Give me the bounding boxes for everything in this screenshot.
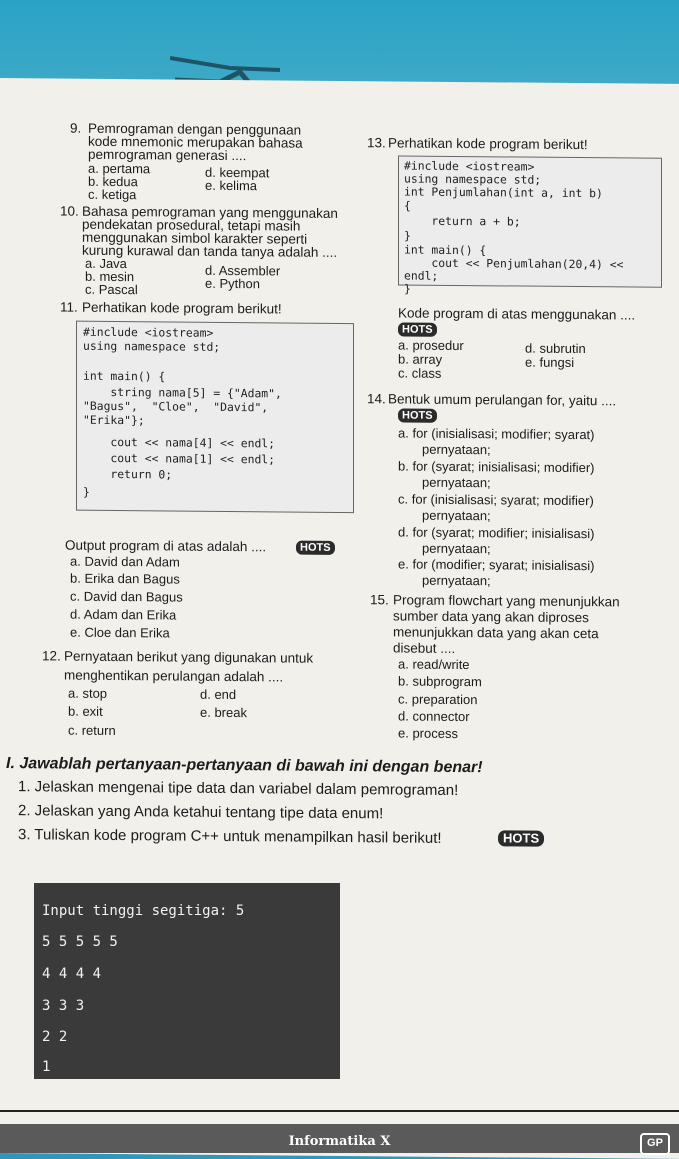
q15-option-d[interactable]: d. connector	[398, 708, 470, 725]
q13-code-line: using namespace std;	[404, 171, 542, 187]
q13-code-line: cout << Penjumlahan(20,4) <<	[404, 255, 624, 272]
footer-divider	[0, 1110, 679, 1112]
q13-code-line: int main() {	[404, 242, 487, 258]
q13-option-e[interactable]: e. fungsi	[525, 354, 575, 371]
footer-title: Informatika X	[288, 1134, 391, 1149]
q15-line-1: Program flowchart yang menunjukkan	[393, 592, 620, 610]
q14-number: 14.	[367, 391, 386, 407]
q11-option-b[interactable]: b. Erika dan Bagus	[70, 570, 180, 587]
q11-code-line: "Erika"};	[83, 412, 145, 428]
q11-hots-badge: HOTS	[296, 541, 335, 555]
q12-option-d[interactable]: d. end	[200, 686, 237, 703]
terminal-line: 4 4 4 4	[42, 966, 102, 982]
q15-line-3: menunjukkan data yang akan ceta	[393, 624, 599, 642]
q12-option-b[interactable]: b. exit	[68, 703, 103, 719]
q10-line-3: menggunakan simbol karakter seperti	[82, 229, 308, 247]
q15-option-c[interactable]: c. preparation	[398, 691, 478, 708]
terminal-line: 1	[42, 1059, 51, 1075]
q14-option-a[interactable]: a. for (inisialisasi; modifier; syarat)	[398, 425, 595, 443]
q15-number: 15.	[370, 592, 389, 608]
q12-option-c[interactable]: c. return	[68, 722, 116, 739]
essay-item-3: 3. Tuliskan kode program C++ untuk menampilkan hasil berikut!	[18, 826, 442, 847]
q9-line-2: kode mnemonic merupakan bahasa	[88, 133, 303, 151]
q14-option-e-stmt: pernyataan;	[422, 572, 491, 589]
q13-code-line: }	[404, 281, 411, 296]
q10-option-d[interactable]: d. Assembler	[205, 262, 281, 279]
q9-option-d[interactable]: d. keempat	[205, 164, 270, 181]
q15-option-a[interactable]: a. read/write	[398, 656, 470, 673]
q9-line-1: Pemrograman dengan penggunaan	[88, 120, 302, 138]
q11-code-line: string nama[5] = {"Adam",	[83, 384, 282, 401]
q10-number: 10.	[60, 203, 79, 219]
q11-code-line: cout << nama[4] << endl;	[83, 434, 276, 451]
q10-option-b[interactable]: b. mesin	[85, 268, 135, 285]
q13-code-line: #include <iostream>	[404, 158, 535, 174]
q12-number: 12.	[42, 648, 61, 664]
q13-option-a[interactable]: a. prosedur	[398, 337, 464, 354]
q15-option-b[interactable]: b. subprogram	[398, 673, 482, 690]
gp-logo-icon: GP	[640, 1133, 670, 1155]
q11-code-line: return 0;	[83, 466, 173, 482]
q9-option-e[interactable]: e. kelima	[205, 177, 258, 194]
q14-option-c-stmt: pernyataan;	[422, 507, 491, 524]
q11-option-e[interactable]: e. Cloe dan Erika	[70, 624, 170, 641]
q9-line-3: pemrograman generasi ....	[88, 146, 247, 164]
q11-prompt: Output program di atas adalah ....	[65, 537, 267, 555]
q15-option-e[interactable]: e. process	[398, 725, 458, 741]
q13-prompt: Kode program di atas menggunakan ....	[398, 305, 636, 323]
q10-line-1: Bahasa pemrograman yang menggunakan	[82, 203, 338, 221]
q9-option-c[interactable]: c. ketiga	[88, 186, 137, 203]
q11-number: 11.	[60, 299, 78, 315]
q11-code-line: "Bagus", "Cloe", "David",	[83, 398, 269, 415]
q14-option-b-stmt: pernyataan;	[422, 474, 491, 491]
q9-option-b[interactable]: b. kedua	[88, 173, 138, 190]
q15-line-4: disebut ....	[393, 640, 456, 656]
q14-hots-badge: HOTS	[398, 408, 437, 422]
q10-line-4: kurung kurawal dan tanda tanya adalah ....	[82, 242, 338, 260]
q13-code-line: {	[404, 198, 411, 213]
q13-option-c[interactable]: c. class	[398, 365, 442, 381]
q12-line-1: Pernyataan berikut yang digunakan untuk	[64, 648, 314, 666]
q11-text: Perhatikan kode program berikut!	[82, 299, 282, 317]
q13-code-line: }	[404, 228, 411, 243]
q9-number: 9.	[70, 120, 82, 136]
q10-line-2: pendekatan prosedural, tetapi masih	[82, 216, 301, 234]
q10-option-e[interactable]: e. Python	[205, 275, 260, 292]
essay-item-1: 1. Jelaskan mengenai tipe data dan variabel dalam pemrograman!	[18, 778, 459, 799]
q11-code-line: using namespace std;	[83, 338, 221, 354]
q15-line-2: sumber data yang akan diproses	[393, 608, 589, 626]
q13-code-line: int Penjumlahan(int a, int b)	[404, 184, 603, 201]
section-heading: I. Jawablah pertanyaan-pertanyaan di bawah ini dengan benar!	[6, 755, 483, 777]
q14-option-e[interactable]: e. for (modifier; syarat; inisialisasi)	[398, 556, 595, 574]
essay-item-2: 2. Jelaskan yang Anda ketahui tentang tipe data enum!	[18, 802, 384, 823]
terminal-line: Input tinggi segitiga: 5	[42, 903, 245, 919]
q14-option-d-stmt: pernyataan;	[422, 540, 491, 557]
terminal-line: 5 5 5 5 5	[42, 934, 118, 950]
terminal-line: 2 2	[42, 1029, 68, 1045]
q13-code-line: return a + b;	[404, 213, 521, 229]
q12-option-e[interactable]: e. break	[200, 704, 247, 721]
q14-text: Bentuk umum perulangan for, yaitu ....	[388, 391, 617, 409]
q11-option-d[interactable]: d. Adam dan Erika	[70, 606, 177, 623]
essay-hots-badge: HOTS	[498, 830, 544, 846]
q11-code-line: cout << nama[1] << endl;	[83, 450, 276, 467]
q13-hots-badge: HOTS	[398, 322, 437, 336]
q14-option-d[interactable]: d. for (syarat; modifier; inisialisasi)	[398, 524, 595, 542]
q13-option-d[interactable]: d. subrutin	[525, 340, 586, 357]
program-output-terminal	[34, 883, 340, 1079]
terminal-line: 3 3 3	[42, 998, 85, 1014]
q10-option-a[interactable]: a. Java	[85, 255, 127, 272]
q9-option-a[interactable]: a. pertama	[88, 160, 151, 177]
q13-text: Perhatikan kode program berikut!	[388, 135, 588, 153]
q14-option-b[interactable]: b. for (syarat; inisialisasi; modifier)	[398, 458, 595, 476]
q11-option-a[interactable]: a. David dan Adam	[70, 553, 180, 570]
q11-code-box	[76, 321, 354, 513]
q10-option-c[interactable]: c. Pascal	[85, 281, 138, 298]
q13-code-line: endl;	[404, 268, 439, 283]
q13-code-box	[398, 155, 662, 296]
q11-code-line: int main() {	[83, 368, 166, 384]
q14-option-c[interactable]: c. for (inisialisasi; syarat; modifier)	[398, 491, 594, 509]
q13-number: 13.	[367, 135, 386, 151]
q13-option-b[interactable]: b. array	[398, 351, 443, 367]
q11-code-line: #include <iostream>	[83, 324, 214, 340]
q12-option-a[interactable]: a. stop	[68, 685, 108, 701]
q11-code-line: }	[83, 484, 90, 499]
q11-option-c[interactable]: c. David dan Bagus	[70, 588, 183, 605]
q14-option-a-stmt: pernyataan;	[422, 441, 491, 458]
q12-line-2: menghentikan perulangan adalah ....	[64, 667, 284, 685]
